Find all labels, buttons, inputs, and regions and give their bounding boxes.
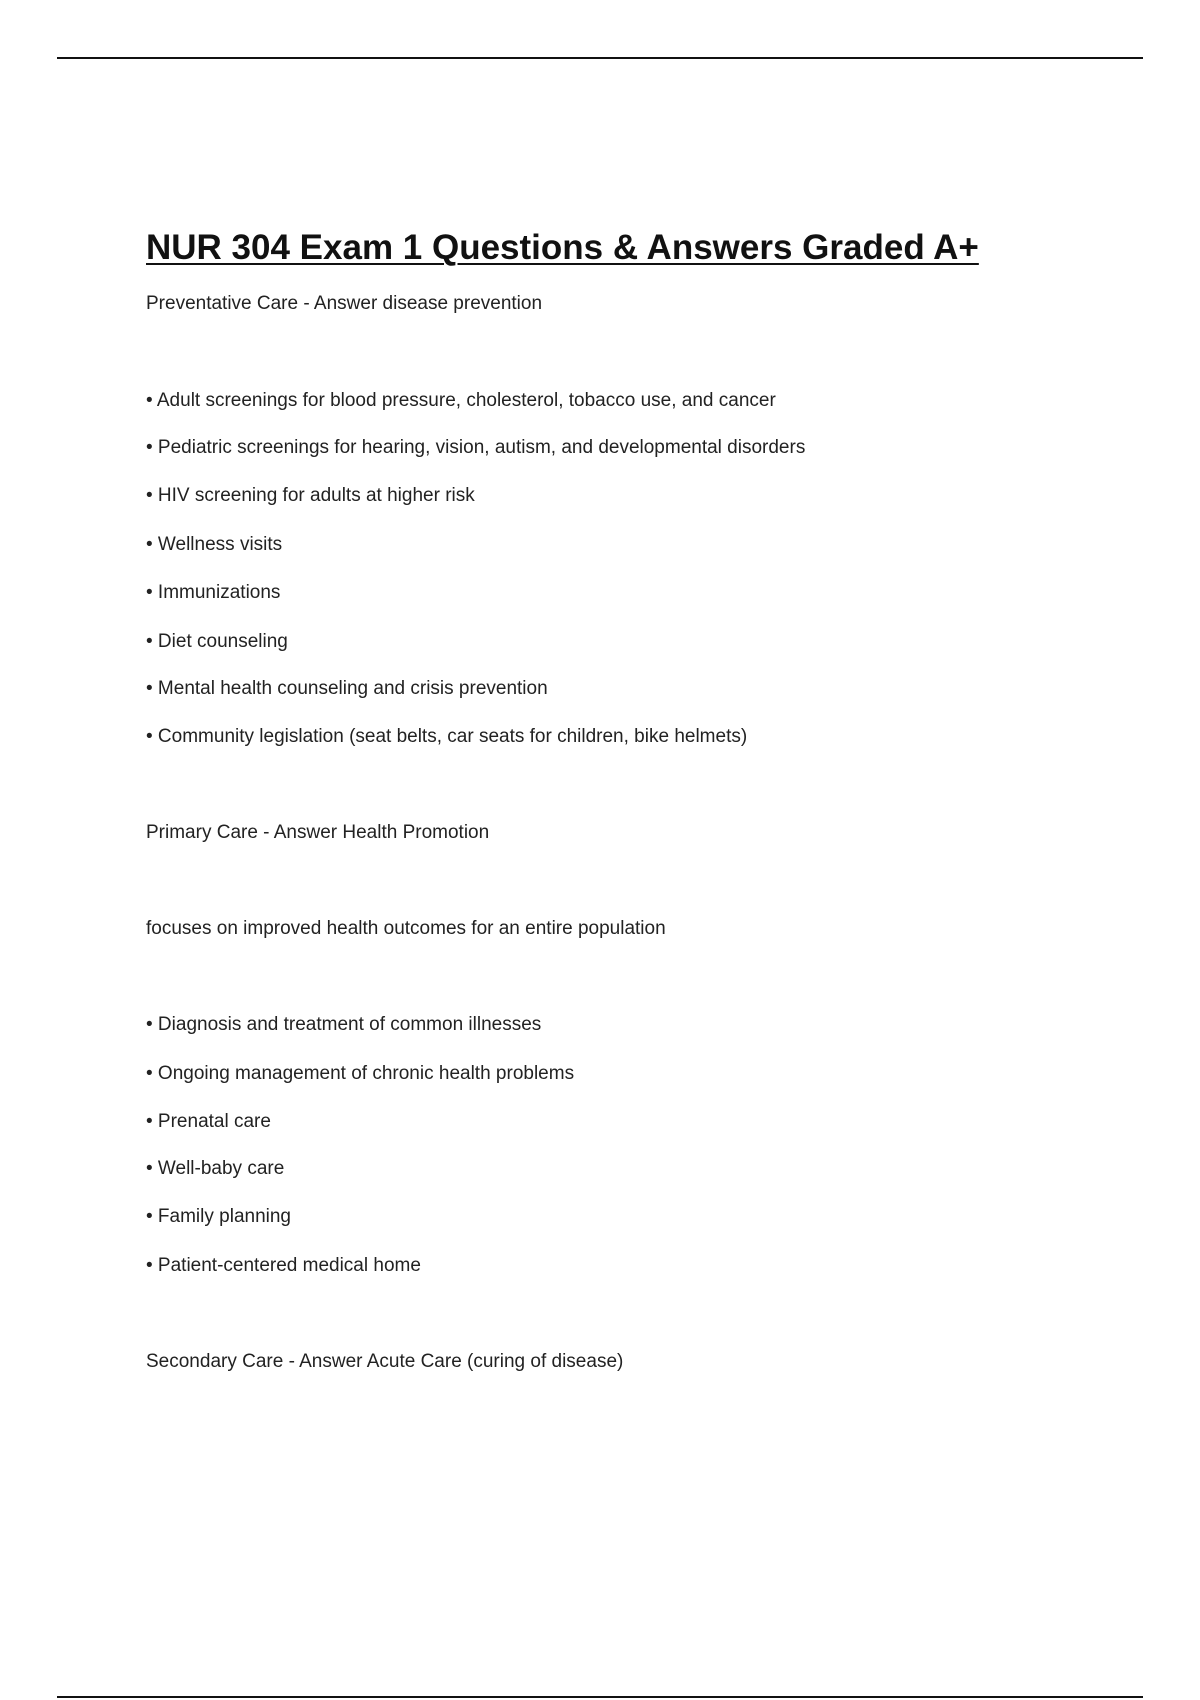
list-item: • Ongoing management of chronic health problems <box>146 1063 575 1084</box>
list-item: • Diagnosis and treatment of common illnesses <box>146 1014 542 1035</box>
document-title: NUR 304 Exam 1 Questions & Answers Graded A+ <box>146 228 979 267</box>
section-description: focuses on improved health outcomes for an entire population <box>146 918 666 939</box>
list-item: • Diet counseling <box>146 631 288 652</box>
list-item: • Wellness visits <box>146 534 283 555</box>
list-item: • Community legislation (seat belts, car seats for children, bike helmets) <box>146 726 748 747</box>
list-item: • Well-baby care <box>146 1158 285 1179</box>
list-item: • Patient-centered medical home <box>146 1255 421 1276</box>
section-heading-primary: Primary Care - Answer Health Promotion <box>146 822 490 843</box>
list-item: • HIV screening for adults at higher risk <box>146 485 475 506</box>
list-item: • Mental health counseling and crisis prevention <box>146 678 548 699</box>
section-heading-preventative: Preventative Care - Answer disease prevention <box>146 293 543 314</box>
bottom-rule <box>57 1696 1143 1698</box>
top-rule <box>57 57 1143 59</box>
section-heading-secondary: Secondary Care - Answer Acute Care (curing of disease) <box>146 1351 624 1372</box>
list-item: • Family planning <box>146 1206 291 1227</box>
list-item: • Prenatal care <box>146 1111 271 1132</box>
list-item: • Immunizations <box>146 582 281 603</box>
list-item: • Adult screenings for blood pressure, cholesterol, tobacco use, and cancer <box>146 390 776 411</box>
list-item: • Pediatric screenings for hearing, vision, autism, and developmental disorders <box>146 437 806 458</box>
